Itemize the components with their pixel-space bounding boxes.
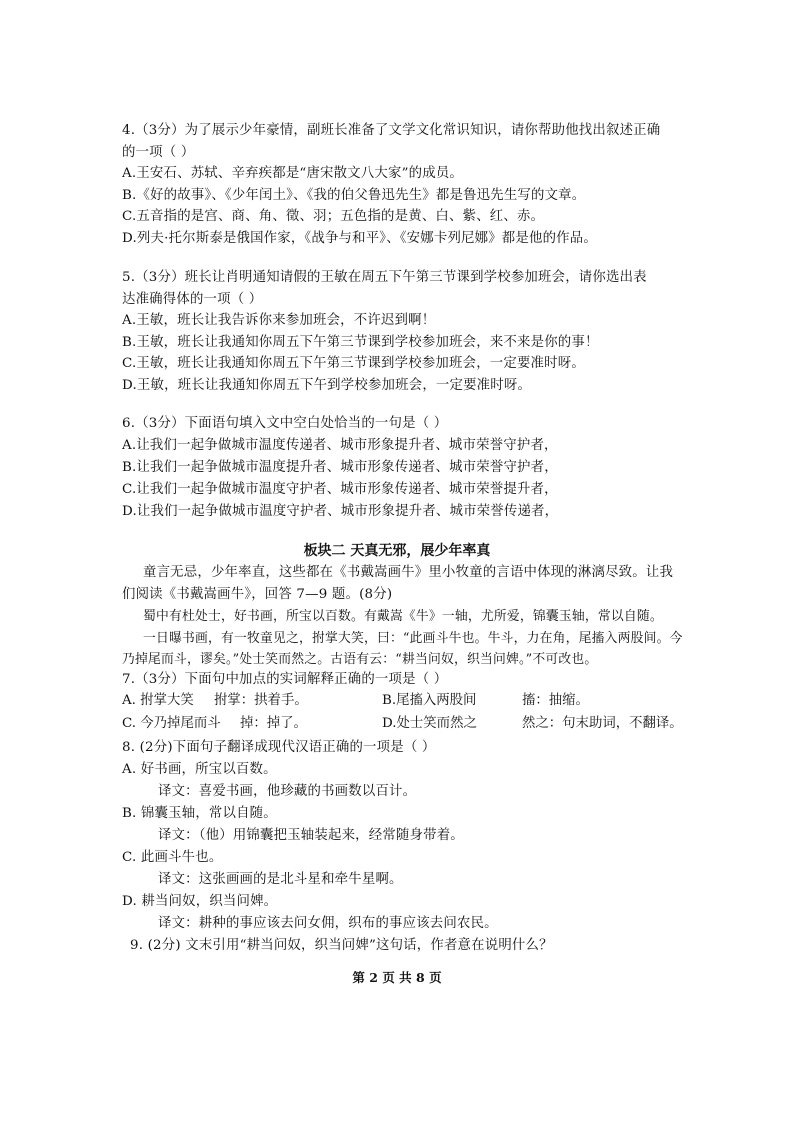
passage-line3: 乃掉尾而斗，谬矣。”处士笑而然之。古语有云：“耕当问奴，织当问婢。”不可改也。	[122, 652, 598, 667]
q8-option-a: A. 好书画，所宝以百数。	[122, 762, 277, 777]
q5-stem-line1: 5.（3分）班长让肖明通知请假的王敏在周五下午第三节课到学校参加班会，请你选出表	[122, 270, 647, 285]
q6-option-d: D.让我们一起争做城市温度守护者、城市形象提升者、城市荣誉传递者，	[122, 504, 559, 519]
section-intro-line2: 们阅读《书戴嵩画牛》，回答 7—9 题。(8分)	[122, 587, 393, 602]
section-title: 板块二 天真无邪，展少年率真	[303, 543, 491, 559]
q8-option-b: B. 锦囊玉轴，常以自随。	[122, 806, 277, 821]
q8-option-b-translation: 译文：（他）用锦囊把玉轴装起来，经常随身带着。	[158, 828, 464, 843]
q8-option-d-translation: 译文：耕种的事应该去问女佣，织布的事应该去问农民。	[158, 916, 498, 931]
q7-option-a-sentence: A. 拊掌大笑	[122, 693, 194, 708]
passage-line1: 蜀中有杜处士，好书画，所宝以百数。有戴嵩《牛》一轴，尤所爱，锦囊玉轴，常以自随。	[143, 609, 663, 624]
q7-row-cd	[122, 714, 724, 734]
q7-option-c-sentence: C. 今乃掉尾而斗	[122, 716, 221, 731]
q6-option-c: C.让我们一起争做城市温度守护者、城市形象传递者、城市荣誉提升者，	[122, 482, 558, 497]
q8-stem: 8. (2分)下面句子翻译成现代汉语正确的一项是（ ）	[122, 740, 436, 755]
q4-option-a: A.王安石、苏轼、辛弃疾都是“唐宋散文八大家”的成员。	[122, 166, 464, 181]
q4-option-d: D.列夫·托尔斯泰是俄国作家，《战争与和平》、《安娜卡列尼娜》都是他的作品。	[122, 231, 597, 246]
q7-option-b-sentence: B.尾搐入两股间	[382, 693, 477, 708]
q5-stem-line2: 达准确得体的一项（ ）	[122, 292, 263, 307]
page-footer: 第 2 页 共 8 页	[352, 970, 442, 985]
q7-stem: 7.（3分）下面句中加点的实词解释正确的一项是（ ）	[122, 672, 448, 687]
q8-option-d: D. 耕当问奴，织当问婢。	[122, 894, 278, 909]
q7-row-ab	[122, 691, 724, 711]
q8-option-c-translation: 译文：这张画画的是北斗星和牵牛星啊。	[158, 872, 403, 887]
q7-option-a-explanation: 拊掌：拱着手。	[214, 693, 308, 708]
q8-option-c: C. 此画斗牛也。	[122, 850, 223, 865]
q7-option-c-explanation: 掉：掉了。	[240, 716, 307, 731]
q6-option-a: A.让我们一起争做城市温度传递者、城市形象提升者、城市荣誉守护者，	[122, 438, 558, 453]
q5-option-d: D.王敏，班长让我通知你周五下午到学校参加班会，一定要准时呀。	[122, 378, 532, 393]
q4-stem-line1: 4.（3分）为了展示少年豪情，副班长准备了文学文化常识知识，请你帮助他找出叙述正确	[122, 123, 661, 138]
passage-line2: 一日曝书画，有一牧童见之，拊掌大笑，曰：“此画斗牛也。牛斗，力在角，尾搐入两股间。今	[143, 631, 683, 646]
q7-option-d-sentence: D.处士笑而然之	[382, 716, 477, 731]
q4-stem-line2: 的一项（ ）	[122, 145, 195, 160]
q7-option-d-explanation: 然之：句末助词，不翻译。	[522, 716, 683, 731]
q5-option-b: B.王敏，班长让我通知你周五下午第三节课到学校参加班会，来不来是你的事！	[122, 335, 599, 350]
q6-stem: 6.（3分）下面语句填入文中空白处恰当的一句是（ ）	[122, 416, 448, 431]
q7-option-b-explanation: 搐：抽缩。	[522, 693, 589, 708]
q4-option-c: C.五音指的是宫、商、角、徵、羽；五色指的是黄、白、紫、红、赤。	[122, 209, 545, 224]
q6-option-b: B.让我们一起争做城市温度提升者、城市形象传递者、城市荣誉守护者，	[122, 460, 558, 475]
section-intro-line1: 童言无忌，少年率直，这些都在《书戴嵩画牛》里小牧童的言语中体现的淋漓尽致。让我	[143, 565, 674, 580]
q8-option-a-translation: 译文：喜爱书画，他珍藏的书画数以百计。	[158, 784, 417, 799]
q5-option-c: C.王敏，班长让我通知你周五下午第三节课到学校参加班会，一定要准时呀。	[122, 356, 585, 371]
q9-stem: 9. (2分) 文末引用“耕当问奴，织当问婢”这句话，作者意在说明什么？	[130, 938, 553, 953]
q5-option-a: A.王敏，班长让我告诉你来参加班会，不许迟到啊！	[122, 313, 436, 328]
q4-option-b: B.《好的故事》、《少年闰土》、《我的伯父鲁迅先生》都是鲁迅先生写的文章。	[122, 188, 586, 203]
